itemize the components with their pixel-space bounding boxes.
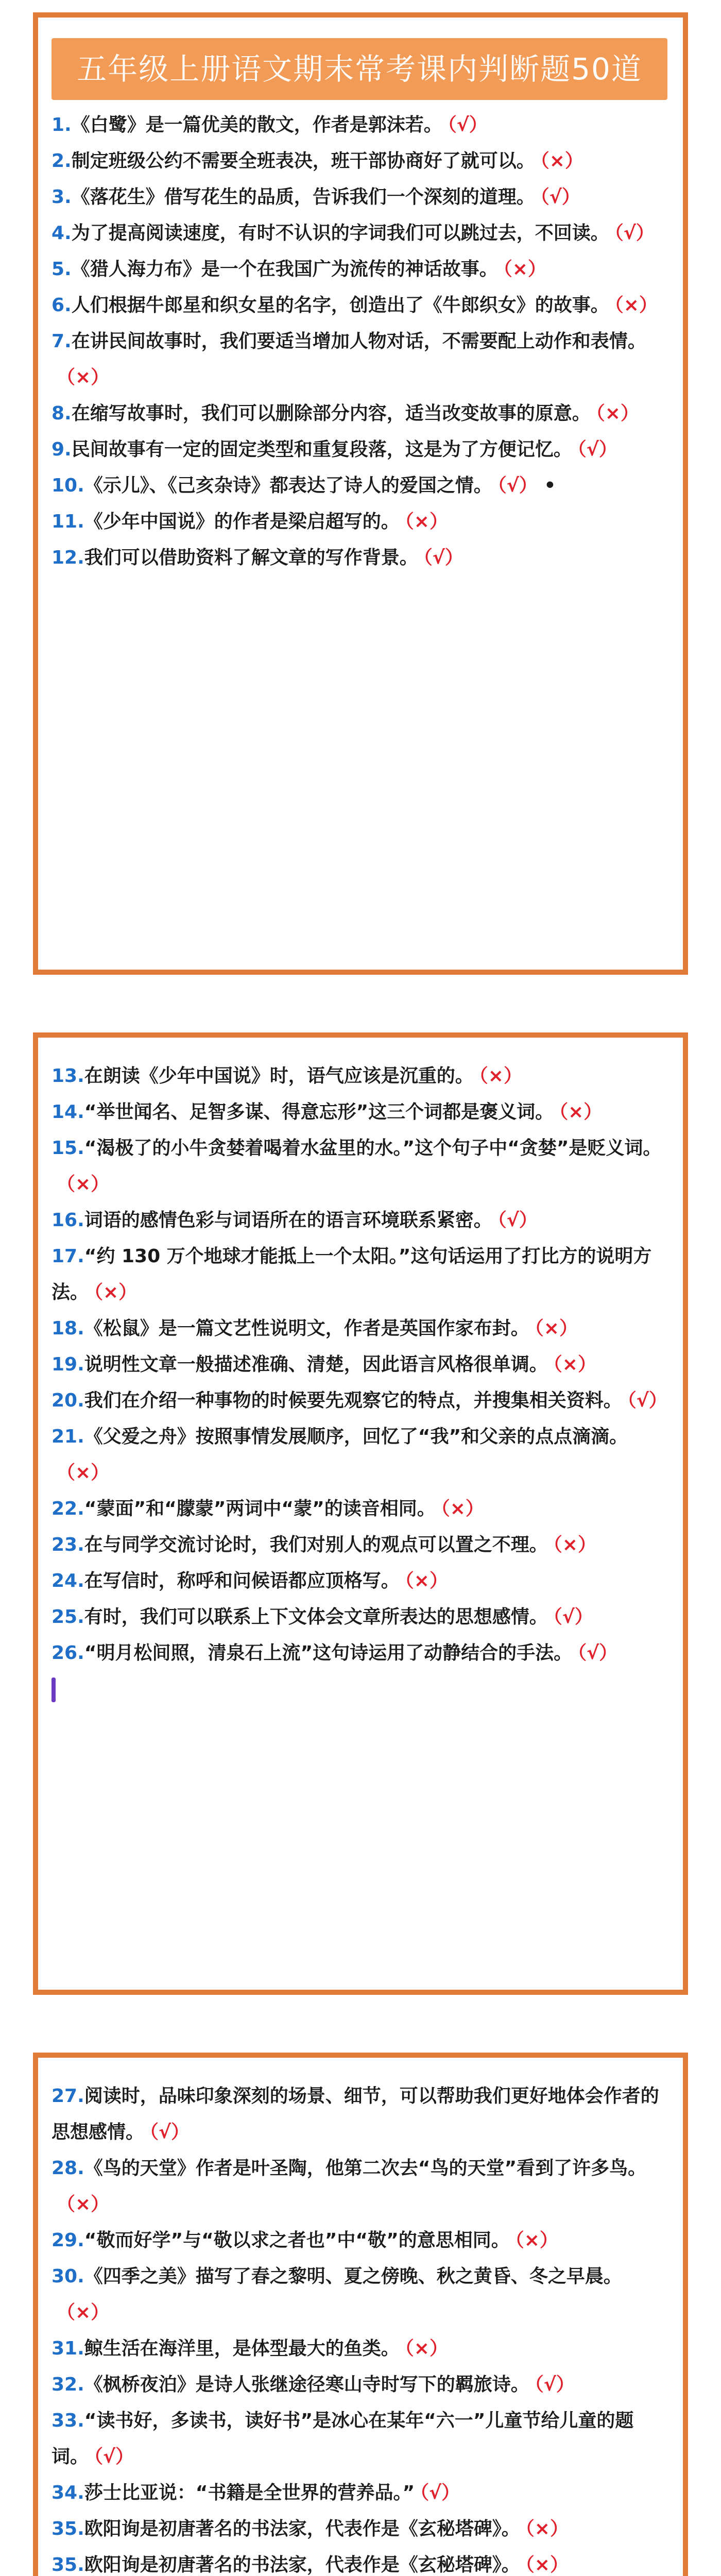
answer-mark: （√） [577, 439, 617, 460]
question-text: 欧阳询是初唐著名的书法家，代表作是《玄秘塔碑》。 [84, 2518, 520, 2539]
question-text: “举世闻名、足智多谋、得意忘形”这三个词都是褒义词。 [84, 1101, 554, 1123]
question-item [52, 1130, 667, 1202]
answer-mark: （×） [534, 1318, 578, 1339]
question-item [52, 324, 667, 396]
question-item [52, 2511, 667, 2547]
question-text: “渴极了的小牛贪婪着喝着水盆里的水。”这个句子中“贪婪”是贬义词。 [84, 1138, 662, 1159]
question-number: 13. [52, 1065, 84, 1087]
question-item [52, 179, 667, 215]
question-item [52, 1202, 667, 1239]
question-number: 23. [52, 1534, 84, 1555]
question-number: 8. [52, 403, 72, 424]
question-number: 11. [52, 511, 84, 532]
question-item [52, 2078, 667, 2150]
question-item [52, 251, 667, 287]
question-text: 在与同学交流讨论时，我们对别人的观点可以置之不理。 [84, 1534, 548, 1555]
answer-mark: （×） [525, 2518, 569, 2539]
question-number: 1. [52, 114, 72, 135]
question-text: 《松鼠》是一篇文艺性说明文，作者是英国作家布封。 [84, 1318, 529, 1339]
trailing-dot: • [544, 475, 556, 496]
question-number: 33. [52, 2410, 84, 2431]
question-item [52, 1094, 667, 1130]
question-text: 《猎人海力布》是一个在我国广为流传的神话故事。 [71, 259, 498, 280]
question-text: 民间故事有一定的固定类型和重复段落，这是为了方便记忆。 [71, 439, 572, 460]
answer-mark: （×） [57, 1462, 110, 1483]
answer-mark: （√） [94, 2446, 134, 2467]
question-text: 《鸟的天堂》作者是叶圣陶，他第二次去“鸟的天堂”看到了许多鸟。 [84, 2158, 647, 2179]
question-item [52, 1527, 667, 1563]
answer-mark: （×） [614, 295, 658, 316]
question-number: 26. [52, 1642, 84, 1664]
question-item [52, 143, 667, 179]
answer-mark: （×） [553, 1354, 596, 1375]
page-title: 五年级上册语文期末常考课内判断题50道 [52, 38, 667, 100]
answer-mark: （×） [559, 1101, 603, 1123]
question-item [52, 2259, 667, 2331]
question-number: 9. [52, 439, 72, 460]
answer-mark: （×） [57, 2302, 110, 2323]
question-text: “敬而好学”与“敬以求之者也”中“敬”的意思相同。 [84, 2230, 510, 2251]
question-number: 10. [52, 475, 84, 496]
question-item [52, 1383, 667, 1419]
answer-mark: （×） [404, 2338, 448, 2359]
question-text: 人们根据牛郎星和织女星的名字，创造出了《牛郎织女》的故事。 [71, 295, 609, 316]
answer-mark: （√） [614, 223, 655, 244]
question-item [52, 2223, 667, 2259]
question-item [52, 396, 667, 432]
question-text: 词语的感情色彩与词语所在的语言环境联系紧密。 [84, 1210, 492, 1231]
question-number: 19. [52, 1354, 84, 1375]
answer-mark: （×） [57, 367, 110, 388]
question-text: 在朗读《少年中国说》时，语气应该是沉重的。 [84, 1065, 474, 1087]
question-item [52, 1347, 667, 1383]
question-text: 莎士比亚说：“书籍是全世界的营养品。” [84, 2482, 415, 2503]
question-number: 24. [52, 1570, 84, 1591]
question-item [52, 2547, 667, 2576]
question-number: 17. [52, 1246, 84, 1267]
question-number: 3. [52, 187, 72, 208]
question-number: 35. [52, 2518, 84, 2539]
answer-mark: （√） [497, 1210, 538, 1231]
question-text: “读书好，多读书，读好书”是冰心在某年“六一”儿童节给儿童的题词。 [52, 2410, 634, 2467]
answer-mark: （×） [404, 1570, 448, 1591]
question-number: 30. [52, 2266, 84, 2287]
question-number: 15. [52, 1138, 84, 1159]
answer-mark: （×） [595, 403, 639, 424]
question-item [52, 1311, 667, 1347]
answer-mark: （×） [404, 511, 448, 532]
question-number: 21. [52, 1426, 84, 1447]
question-text: 欧阳询是初唐著名的书法家，代表作是《玄秘塔碑》。 [84, 2554, 520, 2575]
question-number: 4. [52, 223, 72, 244]
answer-mark: （×） [540, 150, 583, 172]
question-item [52, 215, 667, 251]
question-number: 14. [52, 1101, 84, 1123]
question-item [52, 504, 667, 540]
question-item [52, 468, 667, 504]
question-text: “约 130 万个地球才能抵上一个太阳。”这句话运用了打比方的说明方法。 [52, 1246, 652, 1303]
question-text: 我们可以借助资料了解文章的写作背景。 [84, 547, 418, 568]
question-text: 《示儿》、《己亥杂诗》都表达了诗人的爱国之情。 [84, 475, 492, 496]
answer-mark: （×） [525, 2554, 569, 2575]
question-text: 《父爱之舟》按照事情发展顺序，回忆了“我”和父亲的点点滴滴。 [84, 1426, 628, 1447]
question-text: 制定班级公约不需要全班表决，班干部协商好了就可以。 [71, 150, 535, 172]
question-number: 34. [52, 2482, 84, 2503]
question-text: 在写信时，称呼和问候语都应顶格写。 [84, 1570, 400, 1591]
question-item [52, 2367, 667, 2403]
text-cursor-row [52, 1671, 667, 1707]
question-number: 25. [52, 1606, 84, 1628]
answer-mark: （×） [440, 1498, 484, 1519]
question-item [52, 1058, 667, 1094]
question-number: 6. [52, 295, 72, 316]
question-text: 《落花生》借写花生的品质，告诉我们一个深刻的道理。 [71, 187, 535, 208]
question-item [52, 287, 667, 324]
answer-mark: （×） [57, 1174, 110, 1195]
answer-mark: （√） [540, 187, 580, 208]
answer-mark: （√） [534, 2374, 575, 2395]
answer-mark: （×） [553, 1534, 596, 1555]
answer-mark: （√） [447, 114, 488, 135]
answer-mark: （√） [577, 1642, 618, 1664]
answer-mark: （×） [478, 1065, 522, 1087]
question-item [52, 1491, 667, 1527]
question-number: 35. [52, 2554, 84, 2575]
question-number: 18. [52, 1318, 84, 1339]
question-number: 20. [52, 1390, 84, 1411]
answer-mark: （×） [57, 2194, 110, 2215]
answer-mark: （×） [503, 259, 546, 280]
text-cursor-icon [52, 1677, 56, 1702]
question-item [52, 2150, 667, 2223]
question-number: 29. [52, 2230, 84, 2251]
question-text: 我们在介绍一种事物的时候要先观察它的特点，并搜集相关资料。 [84, 1390, 622, 1411]
question-text: 《白鹭》是一篇优美的散文，作者是郭沫若。 [71, 114, 442, 135]
question-item [52, 1563, 667, 1599]
question-item [52, 1635, 667, 1671]
question-text: 为了提高阅读速度，有时不认识的字词我们可以跳过去，不回读。 [71, 223, 609, 244]
question-text: 有时，我们可以联系上下文体会文章所表达的思想感情。 [84, 1606, 548, 1628]
question-item [52, 2403, 667, 2475]
question-text: 《少年中国说》的作者是梁启超写的。 [84, 511, 400, 532]
question-item [52, 1419, 667, 1491]
question-text: 《枫桥夜泊》是诗人张继途径寒山寺时写下的羁旅诗。 [84, 2374, 529, 2395]
question-number: 2. [52, 150, 72, 172]
answer-mark: （×） [94, 1282, 138, 1303]
question-number: 32. [52, 2374, 84, 2395]
question-number: 7. [52, 331, 72, 352]
question-item [52, 2331, 667, 2367]
answer-mark: （√） [420, 2482, 460, 2503]
question-text: “蒙面”和“朦蒙”两词中“蒙”的读音相同。 [84, 1498, 436, 1519]
question-item [52, 2475, 667, 2511]
question-text: 阅读时，品味印象深刻的场景、细节，可以帮助我们更好地体会作者的思想感情。 [52, 2086, 659, 2143]
question-item [52, 432, 667, 468]
question-item [52, 1239, 667, 1311]
answer-mark: （×） [514, 2230, 558, 2251]
question-text: “明月松间照，清泉石上流”这句诗运用了动静结合的手法。 [84, 1642, 573, 1664]
question-number: 31. [52, 2338, 84, 2359]
question-number: 28. [52, 2158, 84, 2179]
question-text: 说明性文章一般描述准确、清楚，因此语言风格很单调。 [84, 1354, 548, 1375]
question-number: 27. [52, 2086, 84, 2107]
question-text: 在讲民间故事时，我们要适当增加人物对话，不需要配上动作和表情。 [71, 331, 646, 352]
question-card [33, 1032, 688, 1995]
question-number: 16. [52, 1210, 84, 1231]
question-card [33, 2053, 688, 2576]
question-item [52, 540, 667, 576]
question-number: 22. [52, 1498, 84, 1519]
answer-mark: （√） [497, 475, 538, 496]
question-text: 在缩写故事时，我们可以删除部分内容，适当改变故事的原意。 [71, 403, 591, 424]
answer-mark: （√） [149, 2122, 190, 2143]
question-card [33, 12, 688, 975]
question-item [52, 1599, 667, 1635]
question-number: 5. [52, 259, 72, 280]
answer-mark: （√） [423, 547, 464, 568]
answer-mark: （√） [553, 1606, 593, 1628]
question-text: 《四季之美》描写了春之黎明、夏之傍晚、秋之黄昏、冬之早晨。 [84, 2266, 622, 2287]
question-item [52, 107, 667, 143]
answer-mark: （√） [627, 1390, 667, 1411]
question-text: 鲸生活在海洋里，是体型最大的鱼类。 [84, 2338, 400, 2359]
question-number: 12. [52, 547, 84, 568]
